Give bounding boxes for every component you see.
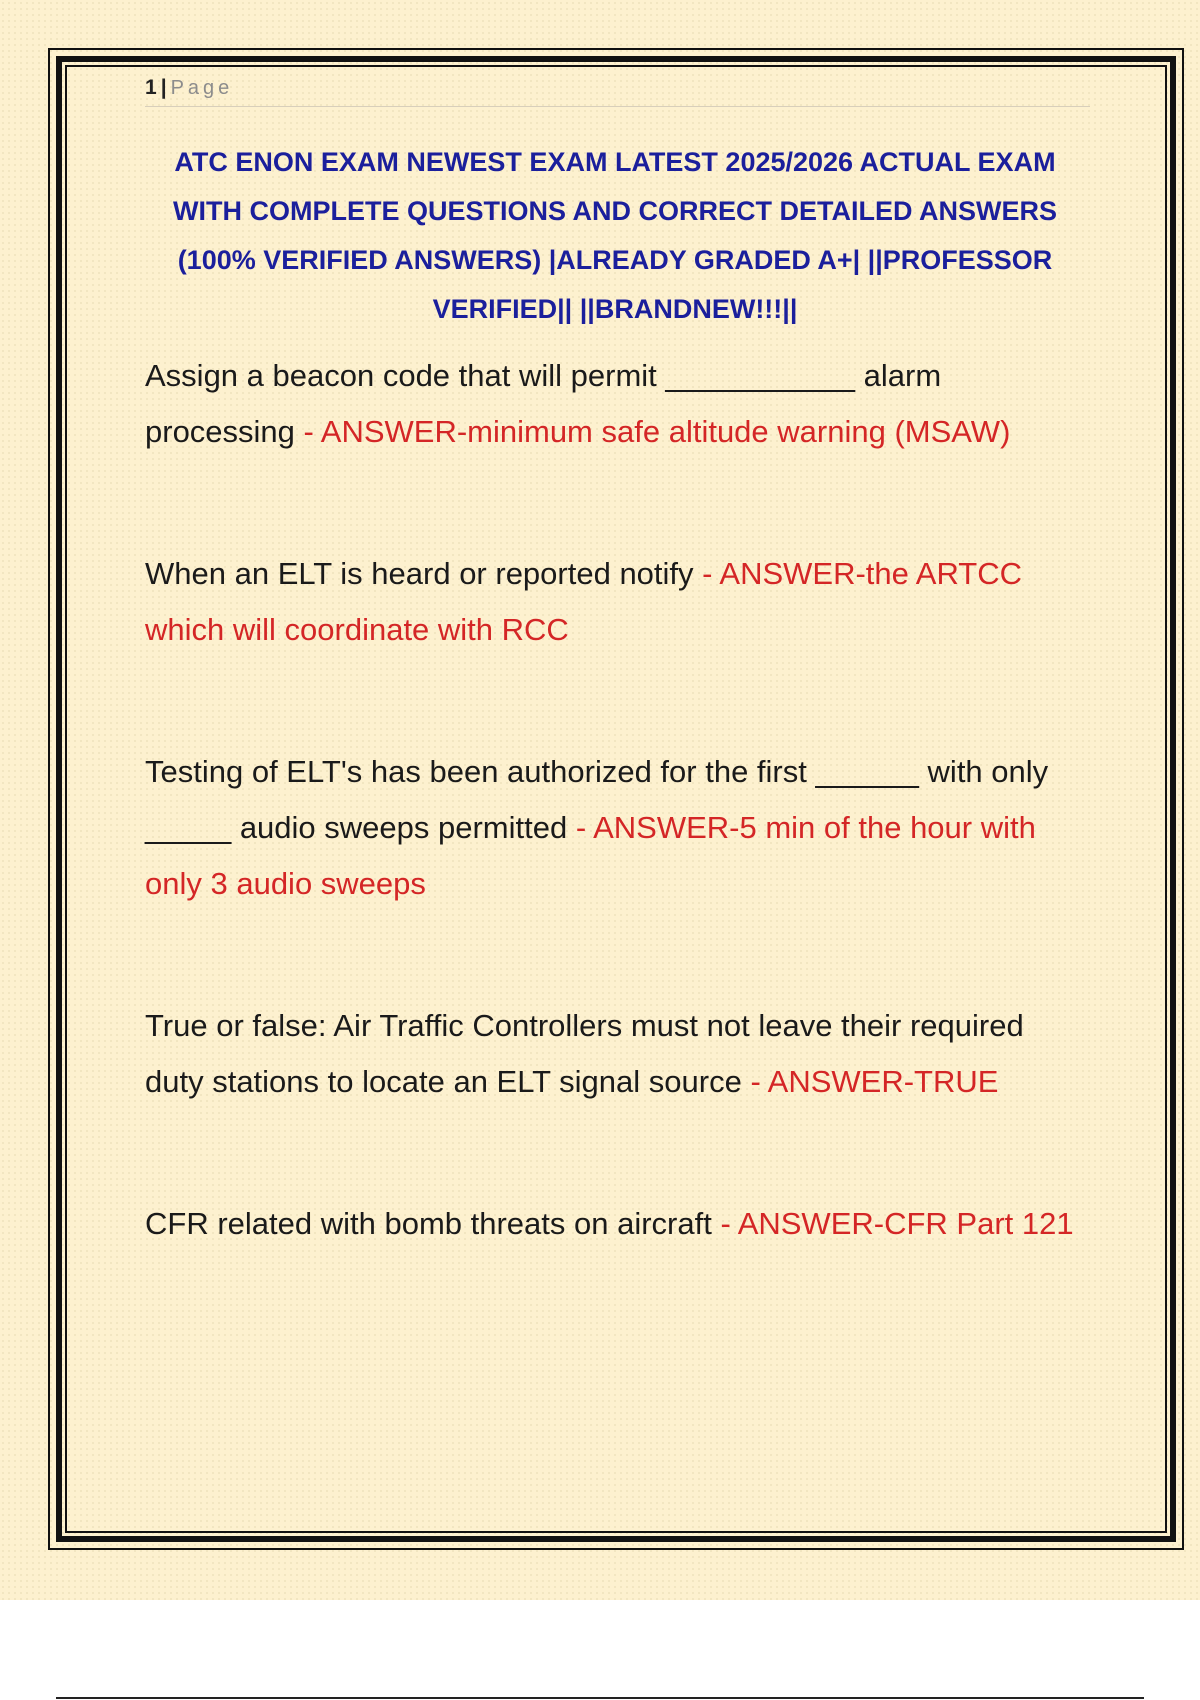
answer-text: - ANSWER-CFR Part 121 [720,1206,1074,1241]
answer-text: - ANSWER-5 min of the hour with only 3 audio sweeps [145,810,1036,901]
qa-item [145,348,1090,460]
qa-item [145,744,1090,912]
question-text: Testing of ELT's has been authorized for the first ______ with only _____ audio sweeps permitted [145,754,1049,845]
qa-item [145,998,1090,1110]
answer-text: - ANSWER-TRUE [750,1064,999,1099]
answer-text: - ANSWER-the ARTCC which will coordinate with RCC [145,556,1022,647]
qa-list [145,348,1090,1338]
qa-item [145,1196,1090,1252]
question-text: When an ELT is heard or reported notify [145,556,694,591]
qa-item [145,546,1090,658]
answer-text: - ANSWER-minimum safe altitude warning (MSAW) [303,414,1011,449]
document-title: ATC ENON EXAM NEWEST EXAM LATEST 2025/2026 ACTUAL EXAM WITH COMPLETE QUESTIONS AND CORRECT DETAILED ANSWERS (100% VERIFIED ANSWERS) |ALREADY GRADED A+| ||PROFESSOR VERIFIED|| ||BRANDNEW!!!|| [173,147,1057,324]
page-separator: | [160,76,167,99]
page-number: 1 [145,76,157,99]
question-text: CFR related with bomb threats on aircraft [145,1206,712,1241]
question-text: True or false: Air Traffic Controllers must not leave their required duty stations to locate an ELT signal source [145,1008,1024,1099]
page-label: Page [170,77,234,99]
question-text: Assign a beacon code that will permit ___________ alarm processing [145,358,942,449]
page-header [145,76,1090,107]
bottom-divider [56,1697,1144,1699]
